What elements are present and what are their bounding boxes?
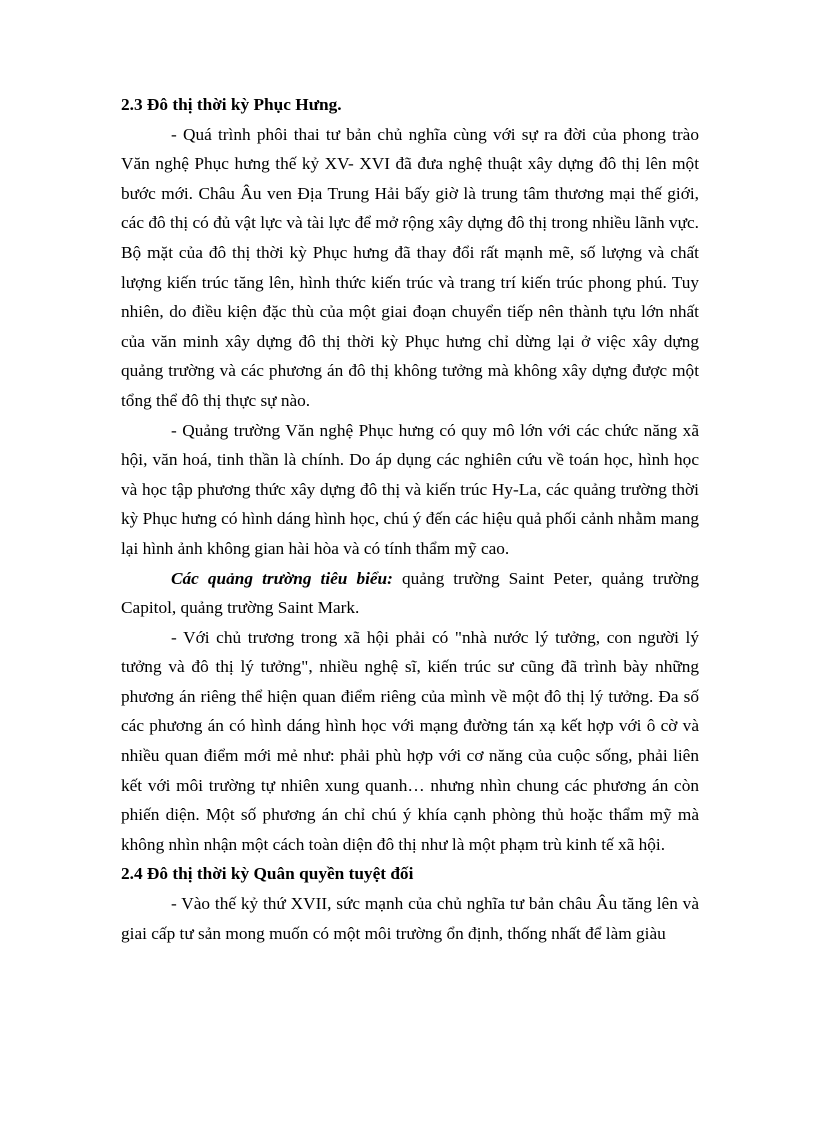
examples-label: Các quảng trường tiêu biểu: xyxy=(171,568,393,588)
paragraph-absolute-monarchy: - Vào thế kỷ thứ XVII, sức mạnh của chủ nghĩa tư bản châu Âu tăng lên và giai cấp tư sản mong muốn có một môi trường ổn định, thống nhất để làm giàu xyxy=(121,894,699,943)
paragraph-example-squares xyxy=(121,564,699,623)
document-page xyxy=(121,90,699,948)
section-heading-2-3: 2.3 Đô thị thời kỳ Phục Hưng. xyxy=(121,95,342,114)
paragraph-renaissance-squares: - Quảng trường Văn nghệ Phục hưng có quy mô lớn với các chức năng xã hội, văn hoá, tinh thần là chính. Do áp dụng các nghiên cứu về toán học, hình học và học tập phương thức xây dựng đô thị và kiến trúc Hy-La, các quảng trường thời kỳ Phục hưng có hình dáng hình học, chú ý đến các hiệu quả phối cảnh nhằm mang lại hình ảnh không gian hài hòa và có tính thẩm mỹ cao. xyxy=(121,420,699,558)
section-heading-2-4: 2.4 Đô thị thời kỳ Quân quyền tuyệt đối xyxy=(121,864,414,884)
examples-text: quảng trường Saint Peter, quảng trường Capitol, quảng trường Saint Mark. xyxy=(121,568,700,618)
paragraph-renaissance-intro: - Quá trình phôi thai tư bản chủ nghĩa cùng với sự ra đời của phong trào Văn nghệ Phục hưng thế kỷ XV- XVI đã đưa nghệ thuật xây dựng đô thị lên một bước mới. Châu Âu ven Địa Trung Hải bấy giờ là trung tâm thương mại thế giới, các đô thị có đủ vật lực và tài lực để mở rộng xây dựng đô thị trong nhiều lãnh vực. Bộ mặt của đô thị thời kỳ Phục hưng đã thay đổi rất mạnh mẽ, số lượng và chất lượng kiến trúc tăng lên, hình thức kiến trúc và trang trí kiến trúc phong phú. Tuy nhiên, do điều kiện đặc thù của một giai đoạn chuyển tiếp nên thành tựu lớn nhất của văn minh xây dựng đô thị thời kỳ Phục hưng chỉ dừng lại ở việc xây dựng quảng trường và các phương án đô thị không tưởng mà không xây dựng được một tổng thể đô thị thực sự nào. xyxy=(121,124,699,410)
paragraph-ideal-city: - Với chủ trương trong xã hội phải có "nhà nước lý tưởng, con người lý tưởng và đô thị lý tưởng", nhiều nghệ sĩ, kiến trúc sư cũng đã trình bày những phương án riêng thể hiện quan điểm riêng của mình về một đô thị lý tưởng. Đa số các phương án có hình dáng hình học với mạng đường tán xạ kết hợp với ô cờ và nhiều quan điểm mới mẻ như: phải phù hợp với cơ năng của cuộc sống, phải liên kết với môi trường tự nhiên xung quanh… nhưng nhìn chung các phương án còn phiến diện. Một số phương án chỉ chú ý khía cạnh phòng thủ hoặc thẩm mỹ mà không nhìn nhận một cách toàn diện đô thị như là một phạm trù kinh tế xã hội. xyxy=(121,627,699,854)
